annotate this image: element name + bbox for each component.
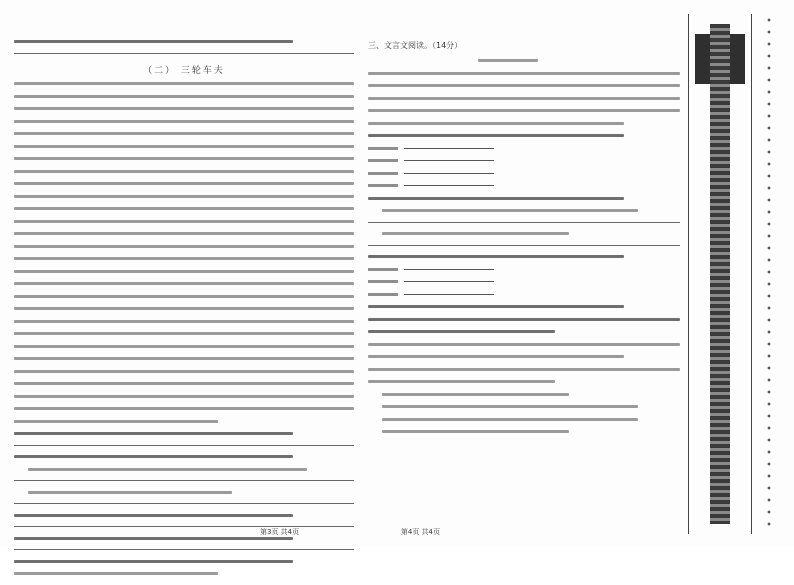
- blank-row: [368, 159, 680, 162]
- question-21-line: [368, 255, 624, 258]
- answer-rule: [368, 222, 680, 223]
- text-line: [14, 245, 354, 248]
- answer-rule: [368, 245, 680, 246]
- text-line: [14, 82, 354, 85]
- page-footer: [260, 527, 440, 537]
- answer-rule: [14, 549, 354, 550]
- question-20-line: [368, 197, 624, 200]
- question-14-line: [14, 432, 293, 435]
- blank-row: [368, 147, 680, 150]
- column-gutter: [356, 40, 358, 520]
- left-column: [14, 40, 354, 585]
- blank-row: [368, 172, 680, 175]
- text-line: [14, 395, 354, 398]
- text-line: [14, 95, 354, 98]
- text-line: [368, 380, 555, 383]
- section-heading-left: （二） 三轮车夫: [143, 66, 225, 76]
- text-line: [14, 295, 354, 298]
- sub-question-line: [382, 232, 569, 235]
- passage-title-line: [478, 59, 538, 62]
- requirement-line: [382, 405, 638, 408]
- text-line: [14, 107, 354, 110]
- text-line: [14, 370, 354, 373]
- answer-rule: [14, 445, 354, 446]
- text-line: [14, 120, 354, 123]
- answer-blank[interactable]: [404, 173, 494, 174]
- text-line: [14, 282, 354, 285]
- question-15-line: [14, 455, 293, 458]
- question-19-line: [368, 134, 624, 137]
- right-column: [368, 40, 680, 443]
- text-line: [14, 407, 354, 410]
- sub-question-line: [382, 209, 638, 212]
- sub-question-line: [28, 468, 307, 471]
- perforation-dots: [760, 14, 778, 534]
- question-25-line: [368, 368, 680, 371]
- text-line: [14, 182, 354, 185]
- text-line: [14, 270, 354, 273]
- section-4-heading-line: [368, 330, 555, 333]
- text-line: [14, 345, 354, 348]
- text-line: [368, 97, 680, 100]
- answer-rule: [14, 53, 354, 54]
- question-13-line: [14, 40, 293, 43]
- question-18-line: [14, 560, 293, 563]
- page-number-right: 第4页 共4页: [400, 528, 440, 536]
- answer-blank[interactable]: [404, 185, 494, 186]
- blank-row: [368, 280, 680, 283]
- text-line: [14, 257, 354, 260]
- text-line: [14, 382, 354, 385]
- text-line: [14, 132, 354, 135]
- binding-strip: [688, 14, 752, 534]
- text-line: [14, 170, 354, 173]
- text-line: [14, 420, 218, 423]
- question-23-line: [368, 318, 680, 321]
- text-line: [14, 357, 354, 360]
- text-line: [368, 355, 624, 358]
- text-line: [14, 572, 218, 575]
- text-line: [14, 232, 354, 235]
- requirement-line: [382, 418, 638, 421]
- answer-blank[interactable]: [404, 160, 494, 161]
- text-line: [14, 157, 354, 160]
- text-line: [368, 72, 680, 75]
- text-line: [368, 109, 680, 112]
- text-line: [14, 195, 354, 198]
- answer-blank[interactable]: [404, 294, 494, 295]
- question-17-line: [14, 537, 293, 540]
- text-line: [14, 207, 354, 210]
- blank-row: [368, 268, 680, 271]
- text-line: [368, 122, 624, 125]
- answer-blank[interactable]: [404, 281, 494, 282]
- sub-question-line: [28, 491, 232, 494]
- question-24-line: [368, 343, 680, 346]
- text-line: [14, 332, 354, 335]
- blank-row: [368, 293, 680, 296]
- blank-row: [368, 184, 680, 187]
- answer-rule: [14, 480, 354, 481]
- text-line: [368, 84, 680, 87]
- answer-blank[interactable]: [404, 148, 494, 149]
- text-line: [14, 320, 354, 323]
- text-line: [14, 220, 354, 223]
- section-heading-right: 三、文言文阅读。（14分）: [368, 41, 463, 50]
- answer-rule: [14, 503, 354, 504]
- text-line: [14, 307, 354, 310]
- requirement-line: [382, 430, 569, 433]
- answer-blank[interactable]: [404, 269, 494, 270]
- question-16-line: [14, 514, 293, 517]
- strip-pattern: [710, 24, 730, 524]
- page-number-left: 第3页 共4页: [260, 528, 300, 536]
- requirement-line: [382, 393, 569, 396]
- text-line: [14, 145, 354, 148]
- question-22-line: [368, 305, 624, 308]
